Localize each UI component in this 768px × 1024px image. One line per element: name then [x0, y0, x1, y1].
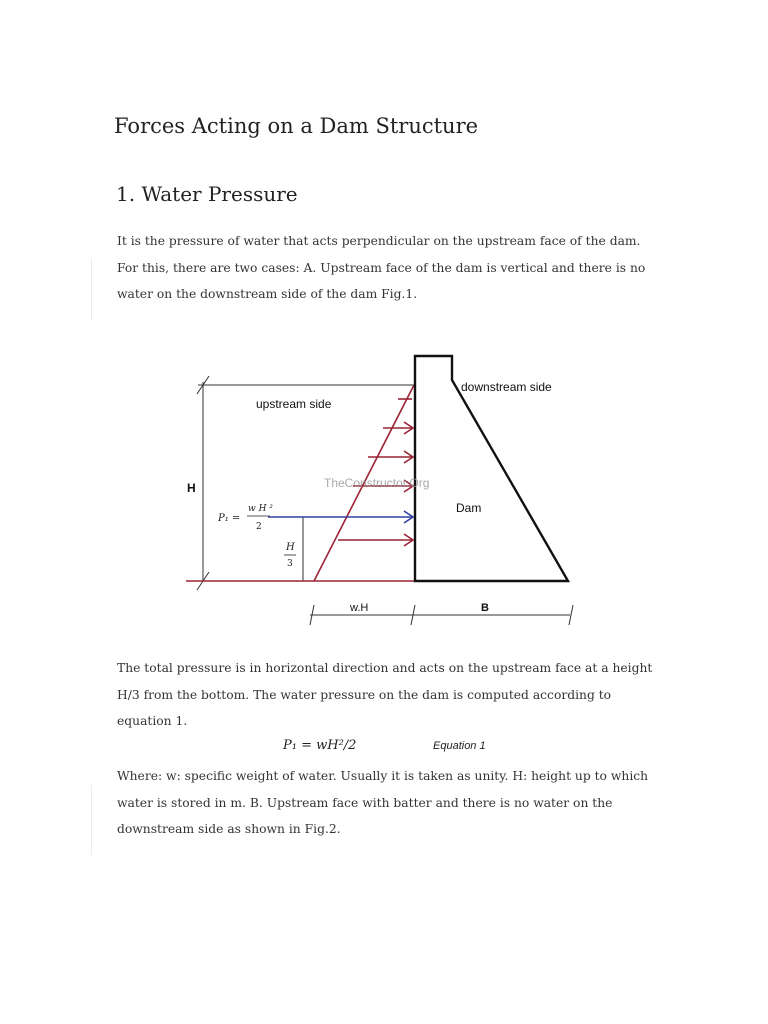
- intro-paragraph: It is the pressure of water that acts perpendicular on the upstream face of the dam. For this, there are two cases: A. Upstream face of the dam is vertical and there is no water on the downstream side of the dam Fig.1.: [117, 234, 646, 301]
- base-tick-mid: [411, 605, 415, 625]
- pressure-arrowhead-2: [404, 422, 413, 434]
- section-heading: 1. Water Pressure: [116, 182, 298, 206]
- force-label-denominator: 2: [256, 522, 262, 532]
- height-label: H: [187, 481, 196, 495]
- equation-formula: P₁ = wH²/2: [283, 738, 357, 753]
- h3-denominator: 3: [287, 559, 293, 569]
- dam-label: Dam: [456, 501, 482, 515]
- page-title: Forces Acting on a Dam Structure: [114, 114, 479, 138]
- downstream-label: downstream side: [461, 380, 552, 394]
- h3-numerator: H: [286, 542, 295, 553]
- sidebar-rule-top: [91, 258, 92, 320]
- dam-body: [415, 356, 568, 581]
- watermark: TheConstructor.Org: [324, 476, 430, 490]
- pressure-arrowhead-4: [404, 480, 413, 492]
- pressure-arrowhead-6: [404, 534, 413, 546]
- force-label-lhs: P₁ =: [218, 513, 241, 524]
- base-tick-right: [569, 605, 573, 625]
- upstream-label: upstream side: [256, 397, 332, 411]
- equation-label: Equation 1: [433, 740, 486, 752]
- pressure-arrowhead-3: [404, 451, 413, 463]
- height-tick-top: [197, 376, 209, 394]
- height-tick-bottom: [197, 572, 209, 590]
- base-tick-left: [310, 605, 314, 625]
- base-width-label: B: [481, 602, 489, 614]
- after-figure-paragraph: The total pressure is in horizontal direction and acts on the upstream face at a height H/3 from the bottom. The water pressure on the dam is computed according to equation 1.: [117, 661, 653, 728]
- resultant-arrowhead: [404, 511, 413, 523]
- after-equation-paragraph: Where: w: specific weight of water. Usually it is taken as unity. H: height up to which water is stored in m. B. Upstream face with batter and there is no water on the downstream side as shown in Fig.2.: [117, 769, 649, 836]
- base-pressure-label: w.H: [350, 602, 369, 614]
- force-label-numerator: w H ²: [248, 504, 273, 514]
- sidebar-rule-bottom: [91, 785, 92, 855]
- pressure-diagram-slope: [314, 385, 414, 581]
- equation-1: [0, 738, 768, 758]
